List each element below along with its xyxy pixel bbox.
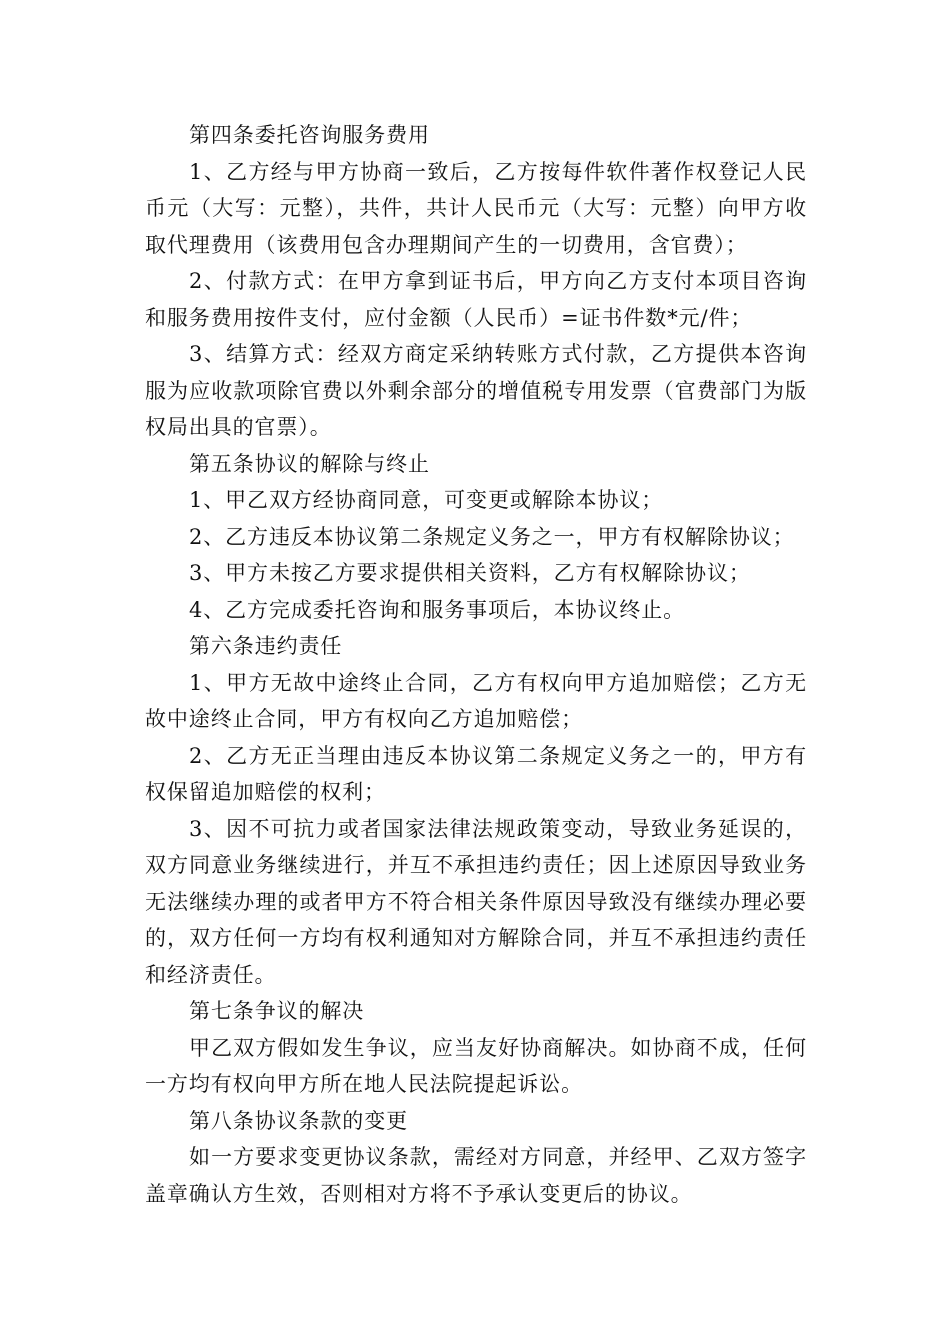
clause-7-body: 甲乙双方假如发生争议，应当友好协商解决。如协商不成，任何一方均有权向甲方所在地人民法院提起诉讼。 (145, 1035, 807, 1096)
clause-5-1: 1、甲乙双方经协商同意，可变更或解除本协议； (189, 488, 664, 512)
clause-4-2: 2、付款方式：在甲方拿到证书后，甲方向乙方支付本项目咨询和服务费用按件支付，应付金额（人民币）=证书件数*元/件； (145, 269, 807, 330)
section-heading-8: 第八条协议条款的变更 (189, 1108, 408, 1133)
document-body (145, 117, 807, 1212)
clause-6-1: 1、甲方无故中途终止合同，乙方有权向甲方追加赔偿；乙方无故中途终止合同，甲方有权向乙方追加赔偿； (145, 670, 807, 731)
section-heading-4: 第四条委托咨询服务费用 (189, 123, 430, 147)
clause-6-2: 2、乙方无正当理由违反本协议第二条规定义务之一的，甲方有权保留追加赔偿的权利； (145, 743, 807, 804)
clause-4-3: 3、结算方式：经双方商定采纳转账方式付款，乙方提供本咨询服为应收款项除官费以外剩余部分的增值税专用发票（官费部门为版权局出具的官票）。 (145, 342, 807, 439)
clause-5-3: 3、甲方未按乙方要求提供相关资料，乙方有权解除协议； (189, 561, 751, 585)
section-heading-7: 第七条争议的解决 (189, 999, 365, 1023)
section-heading-6: 第六条违约责任 (189, 634, 343, 658)
clause-8-body: 如一方要求变更协议条款，需经对方同意，并经甲、乙双方签字盖章确认方生效，否则相对方将不予承认变更后的协议。 (145, 1145, 807, 1206)
clause-5-2: 2、乙方违反本协议第二条规定义务之一，甲方有权解除协议； (189, 524, 795, 549)
section-heading-5: 第五条协议的解除与终止 (189, 451, 430, 476)
clause-5-4: 4、乙方完成委托咨询和服务事项后，本协议终止。 (189, 597, 686, 622)
clause-6-3: 3、因不可抗力或者国家法律法规政策变动，导致业务延误的，双方同意业务继续进行，并互不承担违约责任；因上述原因导致业务无法继续办理的或者甲方不符合相关条件原因导致没有继续办理必要的，双方任何一方均有权利通知对方解除合同，并互不承担违约责任和经济责任。 (145, 816, 807, 987)
clause-4-1: 1、乙方经与甲方协商一致后，乙方按每件软件著作权登记人民币元（大写：元整），共件，共计人民币元（大写：元整）向甲方收取代理费用（该费用包含办理期间产生的一切费用，含官费）； (145, 159, 807, 257)
